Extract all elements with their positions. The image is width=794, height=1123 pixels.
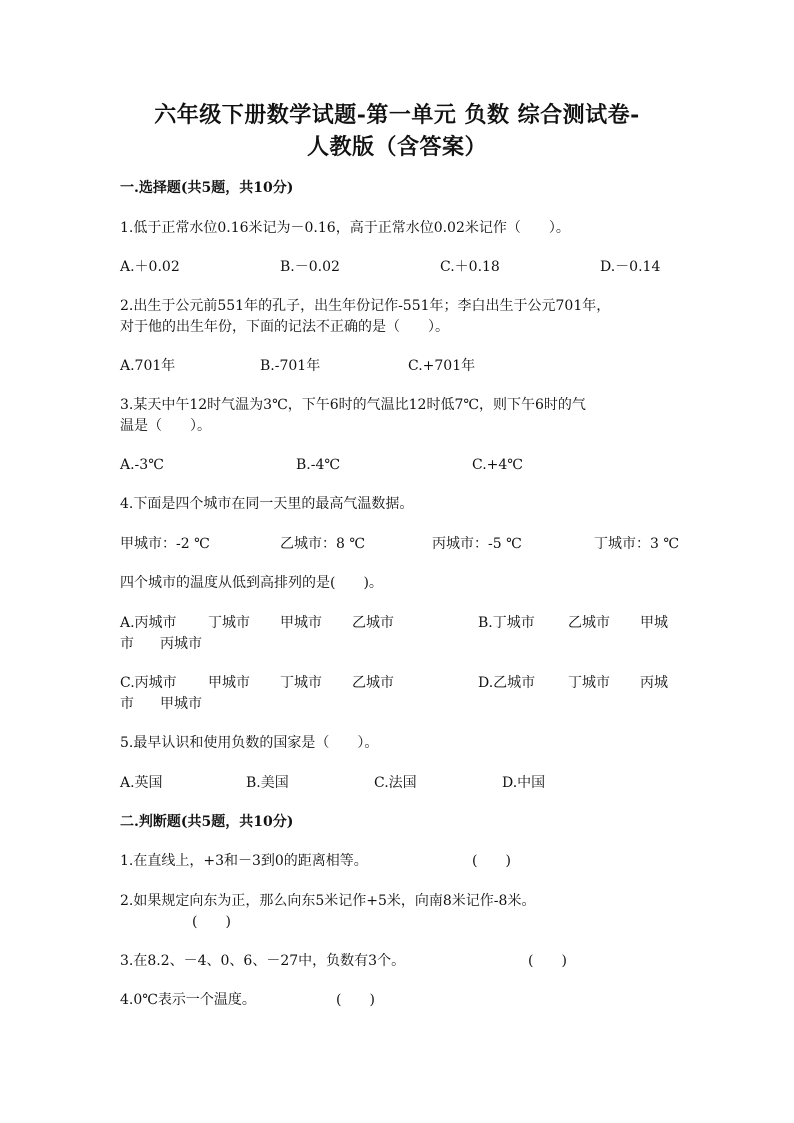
city-bing: 丙城市：-5 ℃	[432, 536, 522, 552]
option-d-city-3: 丙城	[640, 675, 668, 691]
question-3-line1: 3.某天中午12时气温为3℃，下午6时的气温比12时低7℃，则下午6时的气	[120, 397, 586, 413]
option-d[interactable]: D.中国	[502, 775, 546, 791]
option-b-city-3-wrap: 市	[120, 636, 134, 652]
option-c-city-4: 乙城市	[352, 675, 394, 691]
question-3-line2: 温是（ ）。	[120, 418, 211, 434]
option-c[interactable]: C.+701年	[408, 358, 476, 374]
option-d[interactable]: D.乙城市	[478, 675, 536, 691]
question-4-prompt: 四个城市的温度从低到高排列的是( )。	[120, 575, 383, 591]
question-4-text: 4.下面是四个城市在同一天里的最高气温数据。	[120, 496, 414, 512]
option-a[interactable]: A.＋0.02	[120, 259, 180, 275]
option-c-city-2: 甲城市	[208, 675, 250, 691]
option-b-city-4: 丙城市	[160, 636, 202, 652]
option-c[interactable]: C.＋0.18	[440, 259, 500, 275]
option-b[interactable]: B.美国	[246, 775, 289, 791]
option-b-city-3: 甲城	[640, 615, 668, 631]
option-b[interactable]: B.-4℃	[296, 457, 341, 473]
question-2-line2: 对于他的出生年份，下面的记法不正确的是（ ）。	[120, 319, 449, 335]
option-b-city-2: 乙城市	[568, 615, 610, 631]
option-a-city-4: 乙城市	[352, 615, 394, 631]
judge-4-answer-blank[interactable]: ( )	[336, 992, 375, 1008]
city-yi: 乙城市：8 ℃	[280, 536, 366, 552]
option-a[interactable]: A.丙城市	[120, 615, 177, 631]
option-a-city-2: 丁城市	[208, 615, 250, 631]
judge-1-answer-blank[interactable]: ( )	[472, 853, 511, 869]
option-d-city-3-wrap: 市	[120, 696, 134, 712]
option-d-city-4: 甲城市	[160, 696, 202, 712]
section-heading-choice: 一.选择题(共5题，共10分)	[120, 180, 294, 196]
option-b[interactable]: B.-701年	[260, 358, 321, 374]
option-b[interactable]: B.丁城市	[478, 615, 535, 631]
option-c[interactable]: C.丙城市	[120, 675, 177, 691]
page-title-line2: 人教版（含答案）	[306, 134, 487, 160]
option-c[interactable]: C.+4℃	[472, 457, 523, 473]
option-b[interactable]: B.－0.02	[280, 259, 340, 275]
question-1-text: 1.低于正常水位0.16米记为－0.16，高于正常水位0.02米记作（ ）。	[120, 220, 570, 236]
judge-3-answer-blank[interactable]: ( )	[528, 953, 567, 969]
city-ding: 丁城市：3 ℃	[594, 536, 680, 552]
page-title-line1: 六年级下册数学试题-第一单元 负数 综合测试卷-	[154, 102, 640, 128]
option-d-city-2: 丁城市	[568, 675, 610, 691]
question-5-text: 5.最早认识和使用负数的国家是（ ）。	[120, 735, 379, 751]
judge-2-answer-blank[interactable]: ( )	[192, 914, 231, 930]
judge-4-text: 4.0℃表示一个温度。	[120, 992, 256, 1008]
city-jia: 甲城市：-2 ℃	[120, 536, 210, 552]
option-a-city-3: 甲城市	[280, 615, 322, 631]
option-d[interactable]: D.－0.14	[600, 259, 661, 275]
option-c-city-3: 丁城市	[280, 675, 322, 691]
question-2-line1: 2.出生于公元前551年的孔子，出生年份记作-551年；李白出生于公元701年，	[120, 298, 611, 314]
option-a[interactable]: A.英国	[120, 775, 163, 791]
option-a[interactable]: A.701年	[120, 358, 176, 374]
option-c[interactable]: C.法国	[374, 775, 417, 791]
option-a[interactable]: A.-3℃	[120, 457, 164, 473]
judge-2-text: 2.如果规定向东为正，那么向东5米记作+5米，向南8米记作-8米。	[120, 893, 536, 909]
section-heading-judgement: 二.判断题(共5题，共10分)	[120, 814, 294, 830]
judge-3-text: 3.在8.2、－4、0、6、－27中，负数有3个。	[120, 953, 406, 969]
judge-1-text: 1.在直线上，+3和－3到0的距离相等。	[120, 853, 368, 869]
